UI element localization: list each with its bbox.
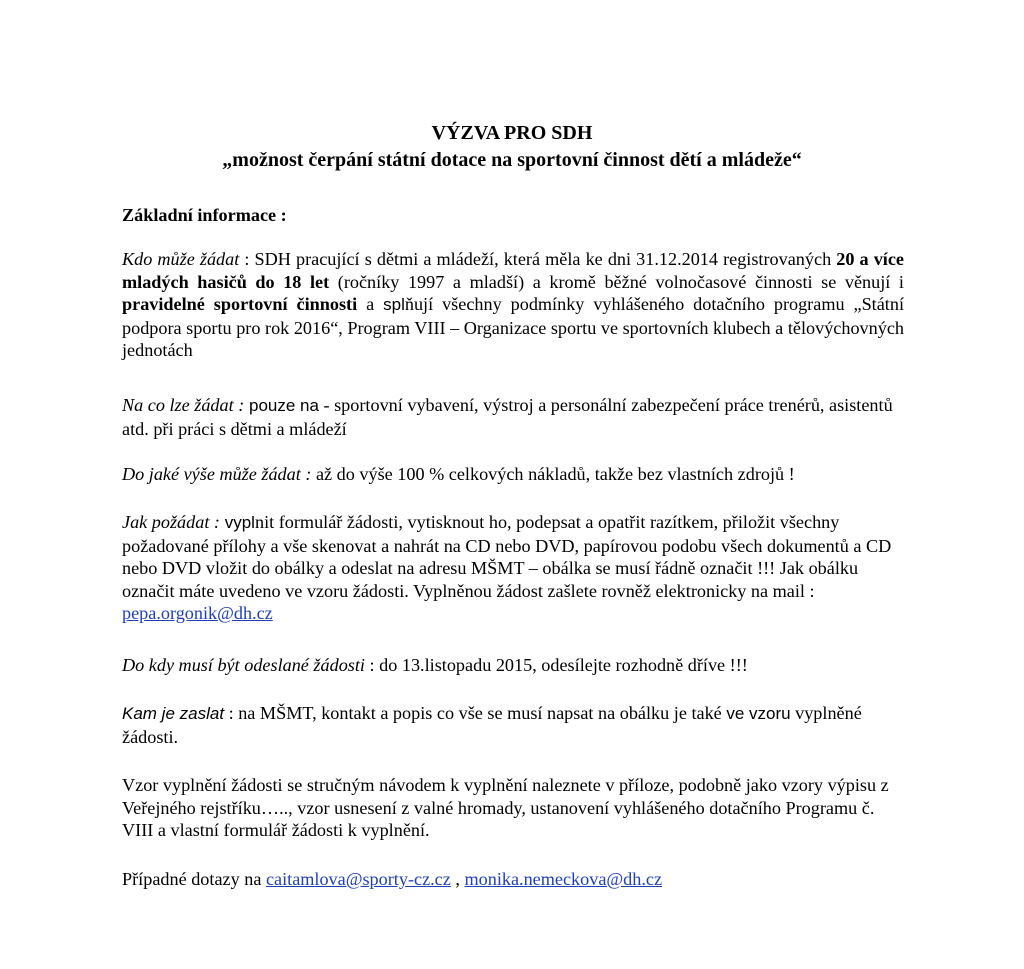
label-how-to-apply: Jak požádat : xyxy=(122,512,220,532)
label-deadline: Do kdy musí být odeslané žádosti xyxy=(122,655,365,675)
paragraph-contacts: Případné dotazy na caitamlova@sporty-cz.cz , monika.nemeckova@dh.cz xyxy=(122,869,663,889)
paragraph-what-to-apply-for: Na co lze žádat : pouze na - sportovní vybavení, výstroj a personální zabezpečení práce trenérů, asistentů atd. při práci s dětmi a mládeží xyxy=(122,395,893,439)
email-link-nemeckova[interactable]: monika.nemeckova@dh.cz xyxy=(464,869,663,889)
highlight-sport-activity: pravidelné sportovní činnosti xyxy=(122,294,358,314)
email-link-orgonik[interactable]: pepa.orgonik@dh.cz xyxy=(122,603,273,623)
document-subtitle: „možnost čerpání státní dotace na sportovní činnost dětí a mládeže“ xyxy=(222,149,802,171)
paragraph-where-to-send: Kam je zaslat : na MŠMT, kontakt a popis co vše se musí napsat na obálku je také ve vzoru vyplněné žádosti. xyxy=(122,703,862,747)
label-who-can-apply: Kdo může žádat xyxy=(122,249,240,269)
paragraph-template-info: Vzor vyplnění žádosti se stručným návodem k vyplnění naleznete v příloze, podobně jako vzory výpisu z Veřejného rejstříku….., vzor usnesení z valné hromady, ustanovení vyhlášeného dotačního Programu č. VIII a vlastní formulář žádosti k vyplnění. xyxy=(122,775,889,840)
paragraph-who-can-apply: Kdo může žádat : SDH pracující s dětmi a mládeží, která měla ke dni 31.12.2014 registrovaných 20 a více mladých hasičů do 18 let (ročníky 1997 a mladší) a kromě běžné volnočasové činnosti se věnují i pravidelné sportovní činnosti a splňují všechny podmínky vyhlášeného dotačního programu „Státní podpora sportu pro rok 2016“, Program VIII – Organizace sportu ve sportovních klubech a tělovýchovných jednotách xyxy=(122,249,905,360)
email-link-caitamlova[interactable]: caitamlova@sporty-cz.cz xyxy=(265,869,451,889)
label-where-to-send: Kam je zaslat xyxy=(122,704,225,723)
label-amount: Do jaké výše může žádat : xyxy=(122,464,312,484)
highlight-member-count: 20 a více mladých hasičů do 18 let xyxy=(122,249,904,292)
paragraph-deadline: Do kdy musí být odeslané žádosti : do 13.listopadu 2015, odesílejte rozhodně dříve !!! xyxy=(122,655,748,675)
paragraph-how-to-apply: Jak požádat : vyplnit formulář žádosti, vytisknout ho, podepsat a opatřit razítkem, přiložit všechny požadované přílohy a vše skenovat a nahrát na CD nebo DVD, papírovou podobu všech dokumentů a CD nebo DVD vložit do obálky a odeslat na adresu MŠMT – obálka se musí řádně označit !!! Jak obálku označit máte uvedeno ve vzoru žádosti. Vyplněnou žádost zašlete rovněž elektronicky na mail : pepa.orgonik@dh.cz xyxy=(122,512,892,623)
document-title: VÝZVA PRO SDH xyxy=(431,122,593,144)
section-heading: Základní informace : xyxy=(122,205,287,225)
label-what-to-apply-for: Na co lze žádat : xyxy=(122,395,245,415)
paragraph-amount: Do jaké výše může žádat : až do výše 100 % celkových nákladů, takže bez vlastních zdrojů ! xyxy=(122,464,795,484)
